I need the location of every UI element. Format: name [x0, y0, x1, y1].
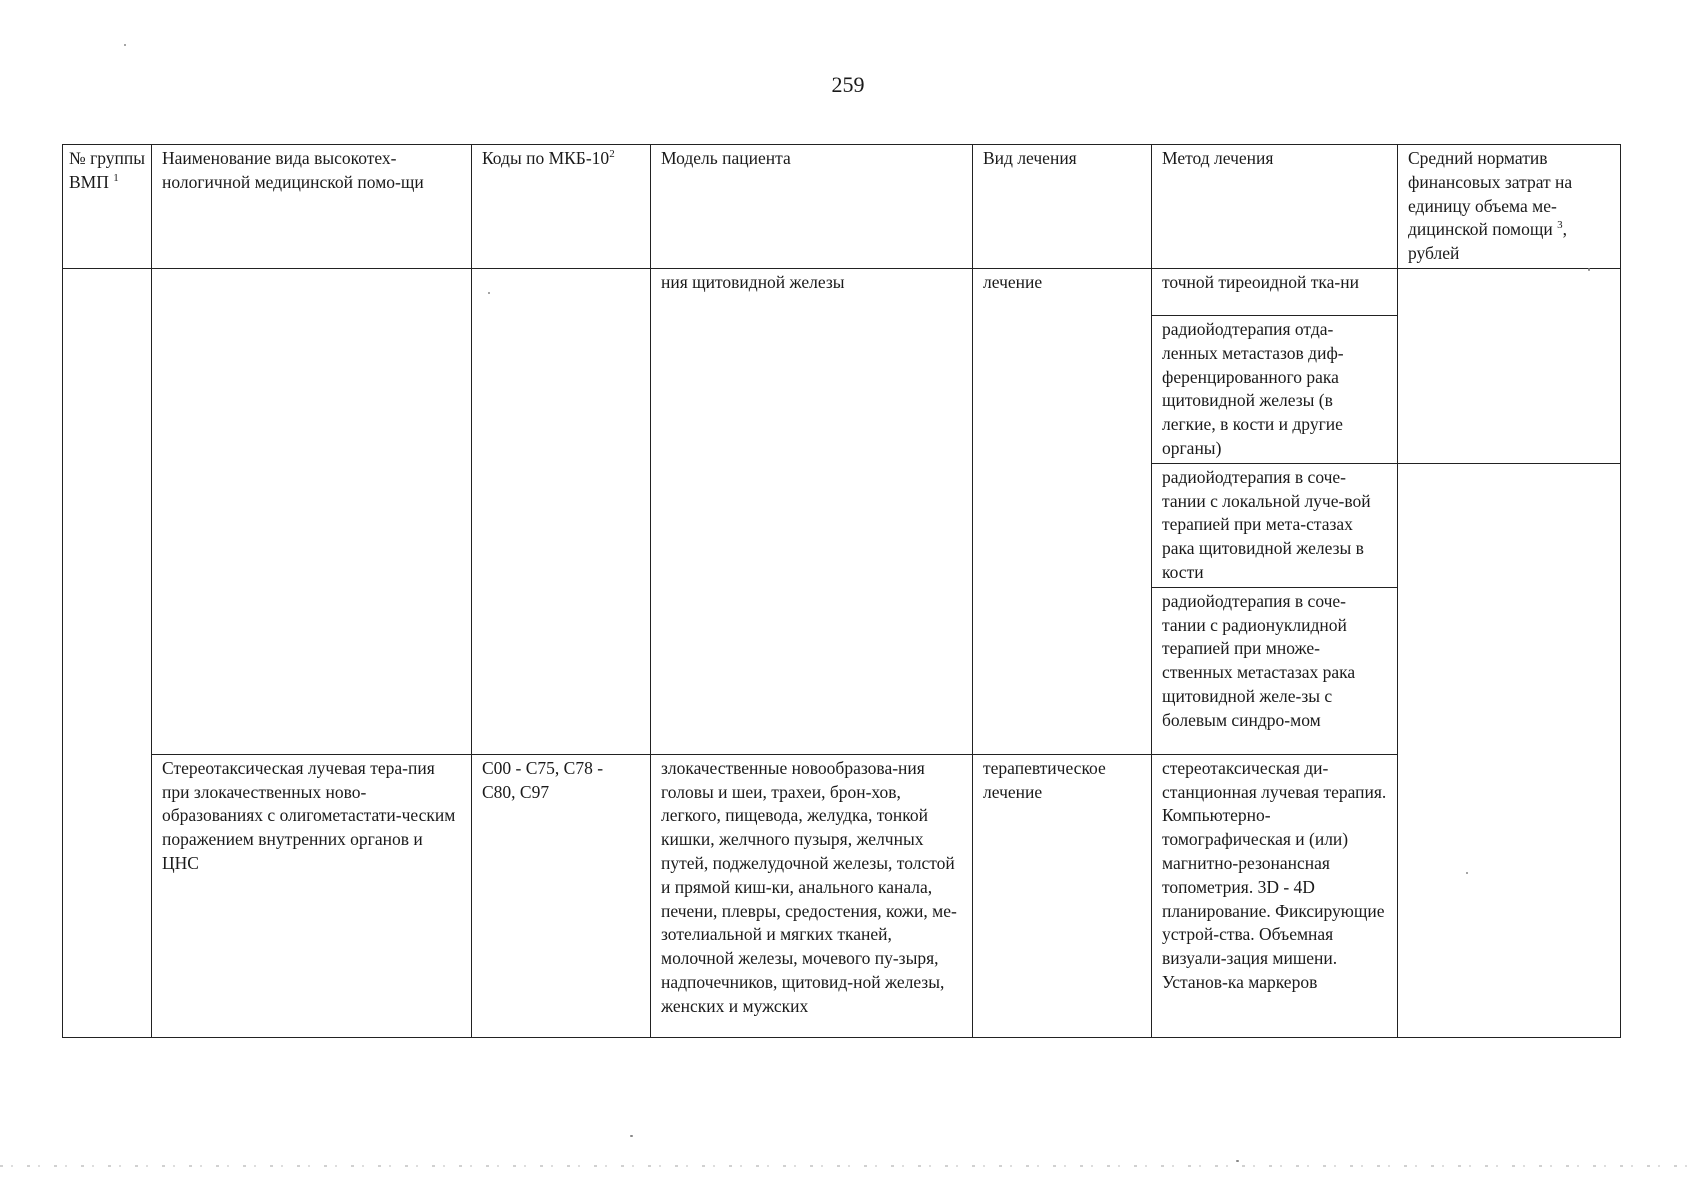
scan-noise-line — [0, 1165, 1696, 1167]
patient-model-cell: ния щитовидной железы — [651, 268, 973, 754]
treatment-method-cell: радиойодтерапия в соче-тании с радионуклидной терапией при множе-ственных метастазах рака щитовидной желе-зы с болевым синдро-мом — [1152, 587, 1398, 754]
scan-speck — [630, 1135, 633, 1137]
header-treatment-method: Метод лечения — [1152, 145, 1398, 269]
treatment-type-cell: лечение — [973, 268, 1152, 754]
table-row — [63, 268, 1621, 315]
scan-speck — [1588, 268, 1590, 271]
vmp-table — [62, 144, 1621, 1038]
header-patient-model: Модель пациента — [651, 145, 973, 269]
table-header-row — [63, 145, 1621, 269]
page-number: 259 — [831, 72, 865, 97]
header-care-type-name: Наименование вида высокотех-нологичной медицинской помо-щи — [152, 145, 472, 269]
treatment-method-cell: радиойодтерапия в соче-тании с локальной луче-вой терапией при мета-стазах рака щитовидной железы в кости — [1152, 463, 1398, 587]
treatment-method-cell: радиойодтерапия отда-ленных метастазов диф-ференцированного рака щитовидной железы (в легкие, в кости и другие органы) — [1152, 315, 1398, 463]
scan-speck — [488, 292, 490, 294]
treatment-method-cell: точной тиреоидной тка-ни — [1152, 268, 1398, 315]
scan-speck — [1466, 872, 1468, 874]
care-type-cell — [152, 268, 472, 754]
care-type-cell: Стереотаксическая лучевая тера-пия при злокачественных ново-образованиях с олигометастати-ческим поражением внутренних органов и ЦНС — [152, 754, 472, 1037]
header-treatment-type: Вид лечения — [973, 145, 1152, 269]
icd-codes-cell: C00 - C75, C78 - C80, C97 — [472, 754, 651, 1037]
header-cost-standard: Средний норматив финансовых затрат на единицу объема ме-дицинской помощи $^3$, рублей — [1398, 145, 1621, 269]
cost-cell — [1398, 463, 1621, 1037]
treatment-method-cell: стереотаксическая ди-станционная лучевая терапия. Компьютерно-томографическая и (или) магнитно-резонансная топометрия. 3D - 4D планирование. Фиксирующие устрой-ства. Объемная визуали-зация мишени. Установ-ка маркеров — [1152, 754, 1398, 1037]
treatment-type-cell: терапевтическое лечение — [973, 754, 1152, 1037]
header-icd-codes: Коды по МКБ-$10^2$ — [472, 145, 651, 269]
cost-cell — [1398, 268, 1621, 463]
group-number-cell — [63, 268, 152, 1037]
scan-speck — [124, 44, 126, 46]
icd-codes-cell — [472, 268, 651, 754]
header-group-number: № группы ВМП $^1$ — [63, 145, 152, 269]
patient-model-cell: злокачественные новообразова-ния головы и шеи, трахеи, брон-хов, легкого, пищевода, желудка, тонкой кишки, желчного пузыря, желчных путей, поджелудочной железы, толстой и прямой киш-ки, анального канала, печени, плевры, средостения, кожи, ме-зотелиальной и мягких тканей, молочной железы, мочевого пу-зыря, надпочечников, щитовид-ной железы, женских и мужских — [651, 754, 973, 1037]
table-row — [63, 754, 1621, 1037]
scan-speck — [1236, 1160, 1239, 1162]
